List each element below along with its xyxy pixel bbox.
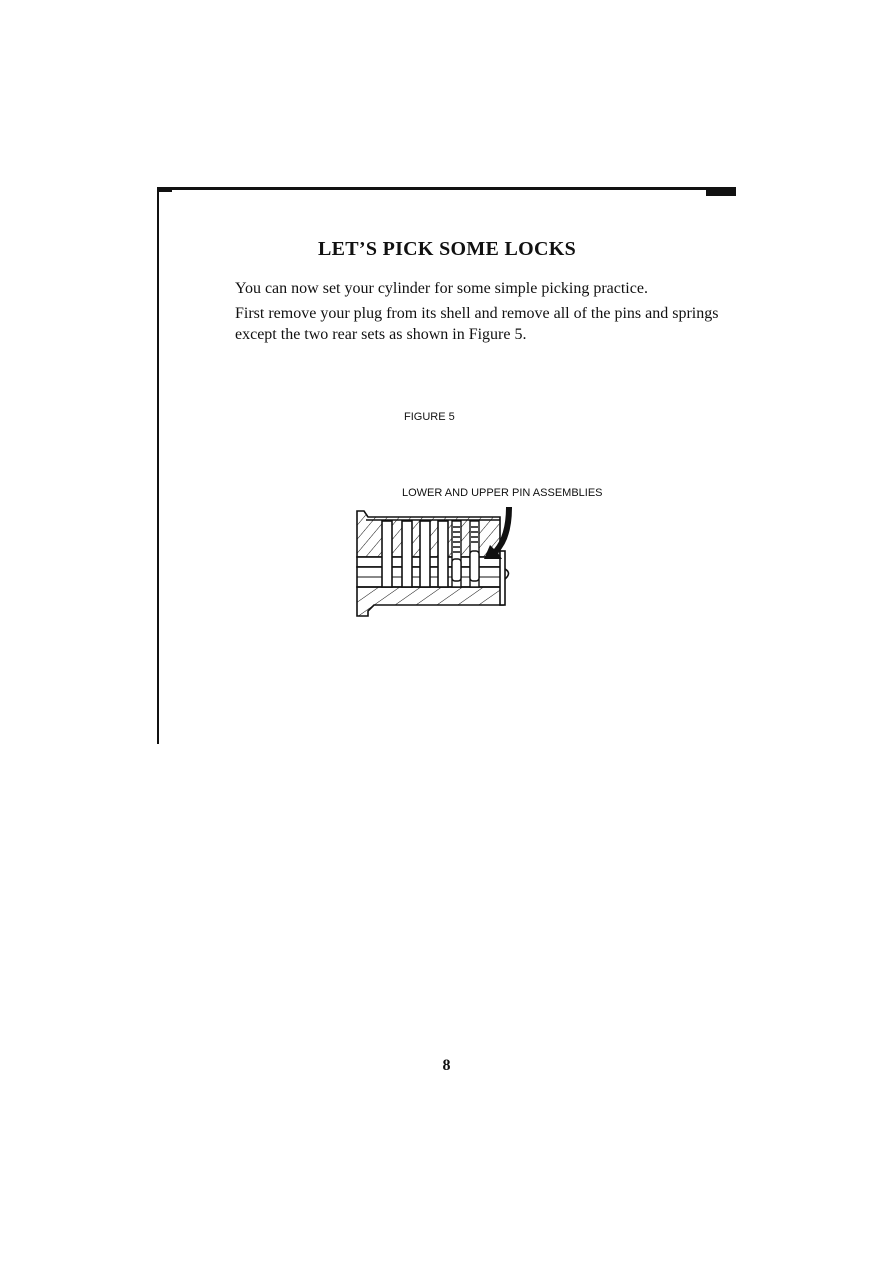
left-border-rule — [157, 187, 159, 744]
corner-tick — [158, 189, 172, 192]
intro-paragraph: You can now set your cylinder for some simple picking practice. — [235, 280, 648, 297]
cylinder-shell-bottom — [357, 587, 503, 616]
lock-cylinder-cross-section-illustration — [352, 503, 522, 621]
cylinder-face-plate — [500, 551, 509, 605]
page-number: 8 — [442, 1057, 451, 1074]
top-border-rule — [158, 187, 736, 190]
top-border-end-mark — [706, 189, 736, 196]
figure-title: FIGURE 5 — [404, 411, 455, 423]
page-heading: LET’S PICK SOME LOCKS — [317, 238, 577, 260]
instruction-paragraph: First remove your plug from its shell and remove all of the pins and springs except the two rear sets as shown in Figure 5. — [235, 305, 719, 343]
figure-label: LOWER AND UPPER PIN ASSEMBLIES — [402, 487, 603, 499]
